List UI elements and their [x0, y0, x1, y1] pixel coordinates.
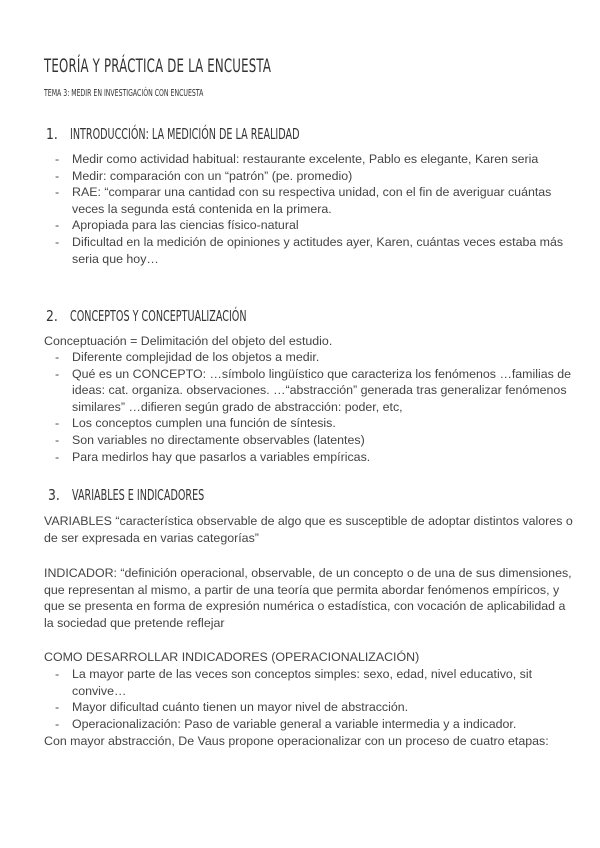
list-item: - Los conceptos cumplen una función de síntesis.: [44, 415, 574, 432]
list-item: - La mayor parte de las veces son conceptos simples: sexo, edad, nivel educativo, sit convive…: [44, 666, 574, 699]
section-title: INTRODUCCIÓN: LA MEDICIÓN DE LA REALIDAD: [70, 125, 300, 143]
conceptuacion-paragraph: Conceptuación = Delimitación del objeto del estudio.: [44, 334, 333, 348]
list-item: - RAE: “comparar una cantidad con su respectiva unidad, con el fin de averiguar cuántas veces la segunda está contenida en la primera.: [44, 184, 574, 217]
list-item: - Dificultad en la medición de opiniones y actitudes ayer, Karen, cuántas veces estaba más seria que hoy…: [44, 234, 574, 267]
list-item: - Para medirlos hay que pasarlos a variables empíricas.: [44, 449, 574, 466]
list-item: - Mayor dificultad cuánto tienen un mayor nivel de abstracción.: [44, 699, 574, 716]
section-1-heading: [46, 125, 440, 143]
section-title: CONCEPTOS Y CONCEPTUALIZACIÓN: [70, 307, 247, 325]
list-item: - Operacionalización: Paso de variable general a variable intermedia y a indicador.: [44, 716, 574, 733]
section-2-list: [44, 349, 574, 465]
closing-paragraph: Con mayor abstracción, De Vaus propone operacionalizar con un proceso de cuatro etapas:: [44, 734, 549, 748]
section-1-list: [44, 151, 574, 267]
section-3-heading: [48, 486, 285, 504]
list-item: - Apropiada para las ciencias físico-natural: [44, 217, 574, 234]
section-3-list: [44, 666, 574, 732]
section-2-heading: [46, 307, 355, 325]
section-number: 3.: [48, 486, 60, 504]
indicador-paragraph: INDICADOR: “definición operacional, observable, de un concepto o de una de sus dimensiones, que representan al mismo, a partir de una teoría que permita abordar fenómenos empíricos, y que se presenta en forma de expresión numérica o estadística, con vocación de aplicabilidad a la sociedad que pretende reflejar: [44, 566, 572, 630]
section-number: 2.: [46, 307, 58, 325]
section-title: VARIABLES E INDICADORES: [72, 486, 205, 504]
como-desarrollar-heading: COMO DESARROLLAR INDICADORES (OPERACIONALIZACIÓN): [44, 650, 420, 664]
list-item: - Diferente complejidad de los objetos a medir.: [44, 349, 574, 366]
list-item: - Son variables no directamente observables (latentes): [44, 432, 574, 449]
list-item: - Medir: comparación con un “patrón” (pe. promedio): [44, 168, 574, 185]
list-item: - Qué es un CONCEPTO: …símbolo lingüístico que caracteriza los fenómenos …familias de ideas: cat. organiza. observaciones. …“abstracción” generada tras generalizar fenómenos similares” …difieren según grado de abstracción: poder, etc,: [44, 366, 574, 416]
document-title: TEORÍA Y PRÁCTICA DE LA ENCUESTA: [44, 55, 272, 77]
section-number: 1.: [46, 125, 58, 143]
variables-paragraph: VARIABLES “característica observable de algo que es susceptible de adoptar distintos valores o de ser expresada en varias categorías”: [44, 514, 573, 545]
document-subtitle: TEMA 3: MEDIR EN INVESTIGACIÓN CON ENCUESTA: [44, 88, 204, 99]
list-item: - Medir como actividad habitual: restaurante excelente, Pablo es elegante, Karen seria: [44, 151, 574, 168]
